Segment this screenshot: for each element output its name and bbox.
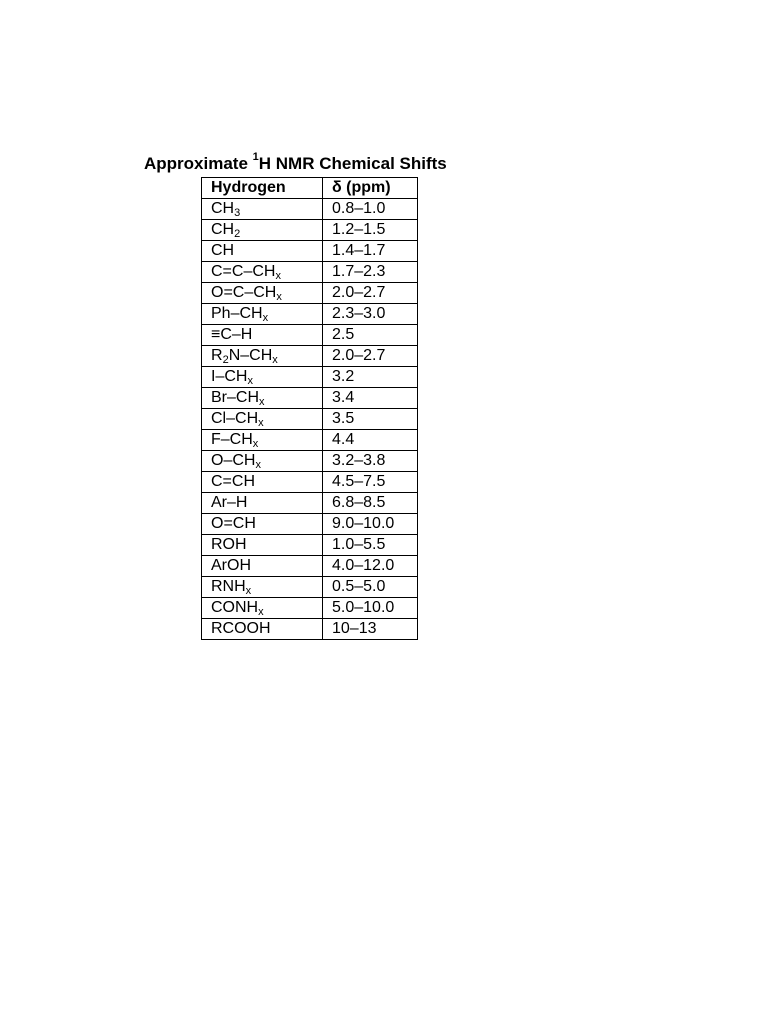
hydrogen-cell (202, 409, 323, 430)
hydrogen-cell (202, 451, 323, 472)
shift-cell: 3.5 (323, 409, 418, 430)
hydrogen-cell (202, 598, 323, 619)
formula-text: O–CH (211, 452, 256, 469)
table-row (202, 199, 418, 220)
formula-subscript: x (276, 291, 282, 303)
hydrogen-cell (202, 388, 323, 409)
formula-text: O=CH (211, 515, 256, 532)
formula-text: ArOH (211, 557, 251, 574)
table-row (202, 472, 418, 493)
page-title (144, 151, 447, 174)
hydrogen-cell (202, 283, 323, 304)
hydrogen-cell (202, 535, 323, 556)
formula-text: O=C–CH (211, 284, 277, 301)
hydrogen-cell (202, 262, 323, 283)
shift-cell: 1.0–5.5 (323, 535, 418, 556)
shift-cell: 4.4 (323, 430, 418, 451)
hydrogen-cell (202, 304, 323, 325)
chemical-shift-table (201, 177, 418, 640)
table-row (202, 367, 418, 388)
hydrogen-cell (202, 493, 323, 514)
formula-text: Br–CH (211, 389, 260, 406)
formula-text: R (211, 347, 223, 364)
table-row (202, 241, 418, 262)
shift-cell: 3.4 (323, 388, 418, 409)
shift-cell: 1.4–1.7 (323, 241, 418, 262)
table-row (202, 304, 418, 325)
table-row (202, 493, 418, 514)
hydrogen-cell (202, 325, 323, 346)
shift-cell: 1.2–1.5 (323, 220, 418, 241)
shift-cell: 2.3–3.0 (323, 304, 418, 325)
title-suffix: H NMR Chemical Shifts (258, 154, 447, 173)
formula-text: CONH (211, 599, 259, 616)
table-row (202, 388, 418, 409)
formula-subscript: 2 (234, 228, 241, 240)
formula-subscript: x (245, 585, 252, 597)
hydrogen-cell (202, 577, 323, 598)
table-row (202, 262, 418, 283)
formula-subscript: x (258, 606, 264, 618)
table-row (202, 556, 418, 577)
formula-text: CH (211, 221, 235, 238)
table-row (202, 409, 418, 430)
formula-text: N–CH (228, 347, 273, 364)
hydrogen-cell (202, 619, 323, 640)
table-row (202, 346, 418, 367)
shift-cell: 2.0–2.7 (323, 346, 418, 367)
table-row (202, 451, 418, 472)
shift-cell: 2.0–2.7 (323, 283, 418, 304)
formula-text: Cl–CH (211, 410, 259, 427)
table-row (202, 220, 418, 241)
table-row (202, 598, 418, 619)
shift-cell: 6.8–8.5 (323, 493, 418, 514)
table-row (202, 514, 418, 535)
table-row (202, 325, 418, 346)
table-row (202, 535, 418, 556)
shift-cell: 2.5 (323, 325, 418, 346)
formula-subscript: x (262, 312, 269, 324)
shift-cell: 4.5–7.5 (323, 472, 418, 493)
shift-cell: 4.0–12.0 (323, 556, 418, 577)
formula-subscript: x (255, 459, 261, 471)
shift-cell: 5.0–10.0 (323, 598, 418, 619)
formula-subscript: x (259, 396, 265, 408)
formula-subscript: x (272, 354, 278, 366)
shift-cell: 0.5–5.0 (323, 577, 418, 598)
formula-text: C=C–CH (211, 263, 276, 280)
formula-text: F–CH (211, 431, 253, 448)
formula-text: CH (211, 200, 235, 217)
shift-cell: 3.2–3.8 (323, 451, 418, 472)
title-superscript: 1 (252, 151, 259, 163)
formula-text: RNH (211, 578, 246, 595)
formula-text: ≡C–H (211, 326, 253, 343)
formula-subscript: x (252, 438, 259, 450)
hydrogen-cell (202, 514, 323, 535)
formula-text: Ph–CH (211, 305, 263, 322)
shift-cell: 10–13 (323, 619, 418, 640)
header-hydrogen: Hydrogen (202, 178, 323, 199)
hydrogen-cell (202, 241, 323, 262)
hydrogen-cell (202, 430, 323, 451)
formula-text: Ar–H (211, 494, 248, 511)
hydrogen-cell (202, 346, 323, 367)
formula-text: I–CH (211, 368, 248, 385)
hydrogen-cell (202, 199, 323, 220)
formula-subscript: x (247, 375, 253, 387)
header-shift: δ (ppm) (323, 178, 418, 199)
formula-subscript: x (275, 270, 281, 282)
title-prefix: Approximate (144, 154, 253, 173)
table-row (202, 430, 418, 451)
formula-subscript: 3 (234, 207, 241, 219)
shift-cell: 3.2 (323, 367, 418, 388)
formula-text: C=CH (211, 473, 256, 490)
hydrogen-cell (202, 472, 323, 493)
table-row (202, 619, 418, 640)
formula-subscript: 2 (222, 354, 229, 366)
shift-cell: 1.7–2.3 (323, 262, 418, 283)
formula-text: ROH (211, 536, 247, 553)
shift-cell: 0.8–1.0 (323, 199, 418, 220)
hydrogen-cell (202, 220, 323, 241)
formula-subscript: x (258, 417, 264, 429)
hydrogen-cell (202, 367, 323, 388)
table-row (202, 283, 418, 304)
shift-cell: 9.0–10.0 (323, 514, 418, 535)
formula-text: RCOOH (211, 620, 271, 637)
table-row (202, 577, 418, 598)
formula-text: CH (211, 242, 235, 259)
table-header-row (202, 178, 418, 199)
hydrogen-cell (202, 556, 323, 577)
